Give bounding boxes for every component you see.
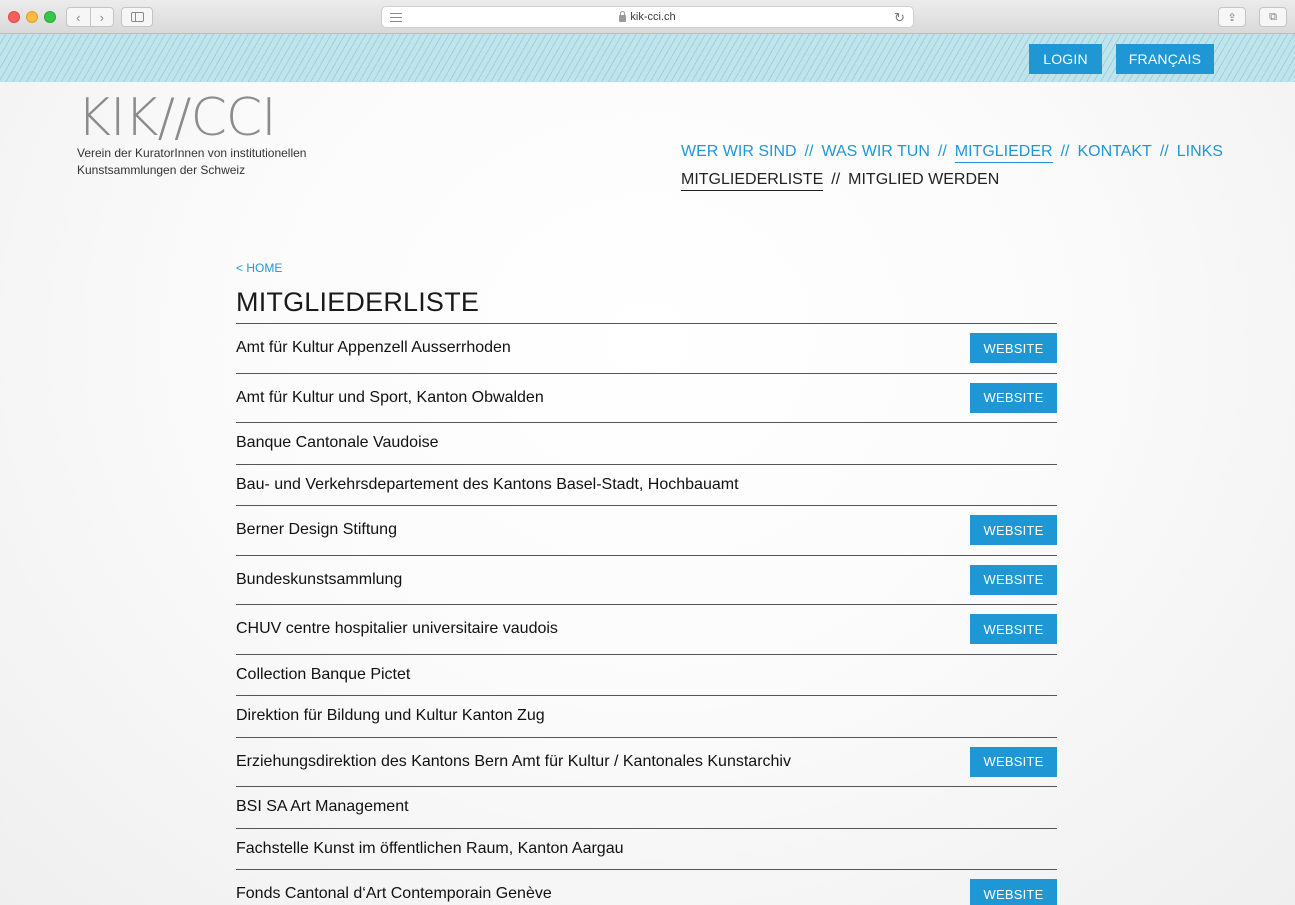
nav-item-kontakt[interactable]: KONTAKT — [1077, 143, 1152, 160]
browser-toolbar — [0, 0, 1295, 34]
member-row — [236, 605, 1057, 655]
page-content — [0, 34, 1295, 905]
member-row — [236, 738, 1057, 788]
nav-separator: // — [937, 143, 947, 160]
website-button[interactable]: WEBSITE — [970, 333, 1057, 363]
tagline-line-2: Kunstsammlungen der Schweiz — [77, 163, 246, 177]
member-name: Erziehungsdirektion des Kantons Bern Amt für Kultur / Kantonales Kunstarchiv — [236, 752, 791, 770]
website-button[interactable]: WEBSITE — [970, 879, 1057, 905]
member-list — [236, 323, 1057, 905]
sub-nav — [681, 171, 999, 191]
member-row — [236, 556, 1057, 606]
member-row — [236, 374, 1057, 424]
member-name: Bau- und Verkehrsdepartement des Kantons Basel-Stadt, Hochbauamt — [236, 475, 739, 493]
member-name: Bundeskunstsammlung — [236, 570, 403, 588]
page-title: MITGLIEDERLISTE — [236, 287, 480, 317]
subnav-separator: // — [831, 171, 841, 188]
sidebar-icon — [131, 12, 144, 22]
member-name: Fonds Cantonal d‘Art Contemporain Genève — [236, 885, 552, 903]
member-name: Fachstelle Kunst im öffentlichen Raum, Kanton Aargau — [236, 839, 624, 857]
member-name: CHUV centre hospitalier universitaire vaudois — [236, 620, 558, 638]
member-name: Banque Cantonale Vaudoise — [236, 434, 439, 452]
url-display — [382, 7, 913, 27]
home-link[interactable]: < HOME — [236, 261, 283, 275]
subnav-item-mitgliederliste[interactable]: MITGLIEDERLISTE — [681, 171, 823, 191]
nav-separator: // — [1060, 143, 1070, 160]
tagline-line-1: Verein der KuratorInnen von institutionellen — [77, 146, 307, 160]
member-row — [236, 324, 1057, 374]
member-row — [236, 787, 1057, 829]
language-button[interactable]: FRANÇAIS — [1116, 44, 1214, 74]
member-name: Amt für Kultur Appenzell Ausserrhoden — [236, 339, 511, 357]
subnav-item-mitglied-werden[interactable]: MITGLIED WERDEN — [848, 171, 1000, 188]
member-name: Berner Design Stiftung — [236, 521, 397, 539]
website-button[interactable]: WEBSITE — [970, 383, 1057, 413]
website-button[interactable]: WEBSITE — [970, 565, 1057, 595]
member-row — [236, 465, 1057, 507]
site-tagline — [77, 145, 337, 179]
nav-item-wer-wir-sind[interactable]: WER WIR SIND — [681, 143, 797, 160]
lock-icon — [619, 15, 626, 22]
nav-separator: // — [804, 143, 814, 160]
back-button[interactable]: ‹ — [76, 9, 81, 25]
url-text: kik-cci.ch — [630, 11, 676, 23]
website-button[interactable]: WEBSITE — [970, 515, 1057, 545]
website-button[interactable]: WEBSITE — [970, 614, 1057, 644]
minimize-window-button[interactable] — [26, 11, 38, 23]
tabs-overview-button[interactable]: ⧉ — [1259, 7, 1287, 27]
member-name: Amt für Kultur und Sport, Kanton Obwalden — [236, 388, 544, 406]
member-row — [236, 870, 1057, 905]
nav-item-was-wir-tun[interactable]: WAS WIR TUN — [821, 143, 930, 160]
member-row — [236, 655, 1057, 697]
nav-separator: // — [1159, 143, 1169, 160]
member-row — [236, 829, 1057, 871]
website-button[interactable]: WEBSITE — [970, 747, 1057, 777]
reload-icon[interactable]: ↻ — [894, 10, 905, 25]
share-button[interactable]: ⇪ — [1218, 7, 1246, 27]
close-window-button[interactable] — [8, 11, 20, 23]
site-logo[interactable]: KIK//CCI — [77, 88, 276, 148]
main-nav — [681, 143, 1223, 163]
forward-button[interactable]: › — [90, 8, 114, 26]
member-row — [236, 696, 1057, 738]
sidebar-toggle-button[interactable] — [121, 7, 153, 27]
history-nav — [66, 7, 114, 27]
member-row — [236, 506, 1057, 556]
login-button[interactable]: LOGIN — [1029, 44, 1102, 74]
address-bar[interactable] — [381, 6, 914, 28]
member-row — [236, 423, 1057, 465]
nav-item-links[interactable]: LINKS — [1176, 143, 1223, 160]
member-name: BSI SA Art Management — [236, 798, 409, 816]
zoom-window-button[interactable] — [44, 11, 56, 23]
nav-item-mitglieder[interactable]: MITGLIEDER — [955, 143, 1053, 163]
member-name: Collection Banque Pictet — [236, 665, 411, 683]
member-name: Direktion für Bildung und Kultur Kanton Zug — [236, 707, 545, 725]
